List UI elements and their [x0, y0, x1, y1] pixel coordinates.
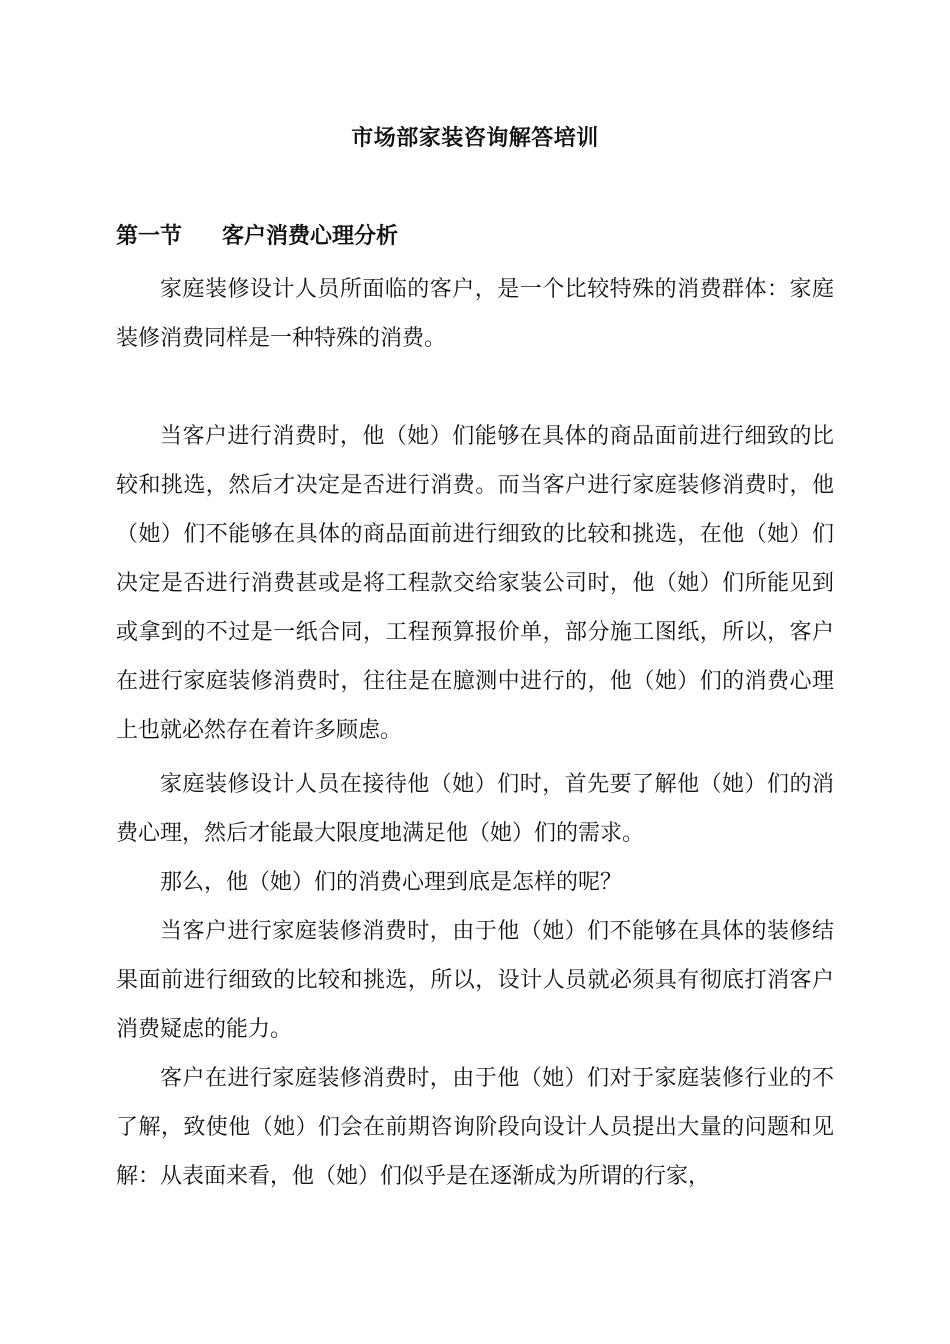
paragraph: 当客户进行家庭装修消费时，由于他（她）们不能够在具体的装修结果面前进行细致的比较和挑选，所以，设计人员就必须具有彻底打消客户消费疑虑的能力。: [116, 919, 834, 1042]
paragraph: 家庭装修设计人员所面临的客户，是一个比较特殊的消费群体：家庭装修消费同样是一种特殊的消费。: [116, 277, 834, 351]
paragraph: 当客户进行消费时，他（她）们能够在具体的商品面前进行细致的比较和挑选，然后才决定是否进行消费。而当客户进行家庭装修消费时，他（她）们不能够在具体的商品面前进行细致的比较和挑选，在他（她）们决定是否进行消费甚或是将工程款交给家装公司时，他（她）们所能见到或拿到的不过是一纸合同，工程预算报价单，部分施工图纸，所以，客户在进行家庭装修消费时，往往是在臆测中进行的，他（她）们的消费心理上也就必然存在着许多顾虑。: [116, 424, 834, 743]
document-title: 市场部家装咨询解答培训: [351, 126, 599, 151]
paragraph: 家庭装修设计人员在接待他（她）们时，首先要了解他（她）们的消费心理，然后才能最大限度地满足他（她）们的需求。: [116, 772, 834, 846]
section-number: 第一节: [116, 224, 183, 249]
section-heading: [116, 222, 836, 252]
section-title: 客户消费心理分析: [222, 224, 399, 249]
paragraph: 客户在进行家庭装修消费时，由于他（她）们对于家庭装修行业的不了解，致使他（她）们会在前期咨询阶段向设计人员提出大量的问题和见解：从表面来看，他（她）们似乎是在逐渐成为所谓的行家，: [116, 1066, 834, 1189]
paragraph: 那么，他（她）们的消费心理到底是怎样的呢？: [160, 870, 623, 895]
